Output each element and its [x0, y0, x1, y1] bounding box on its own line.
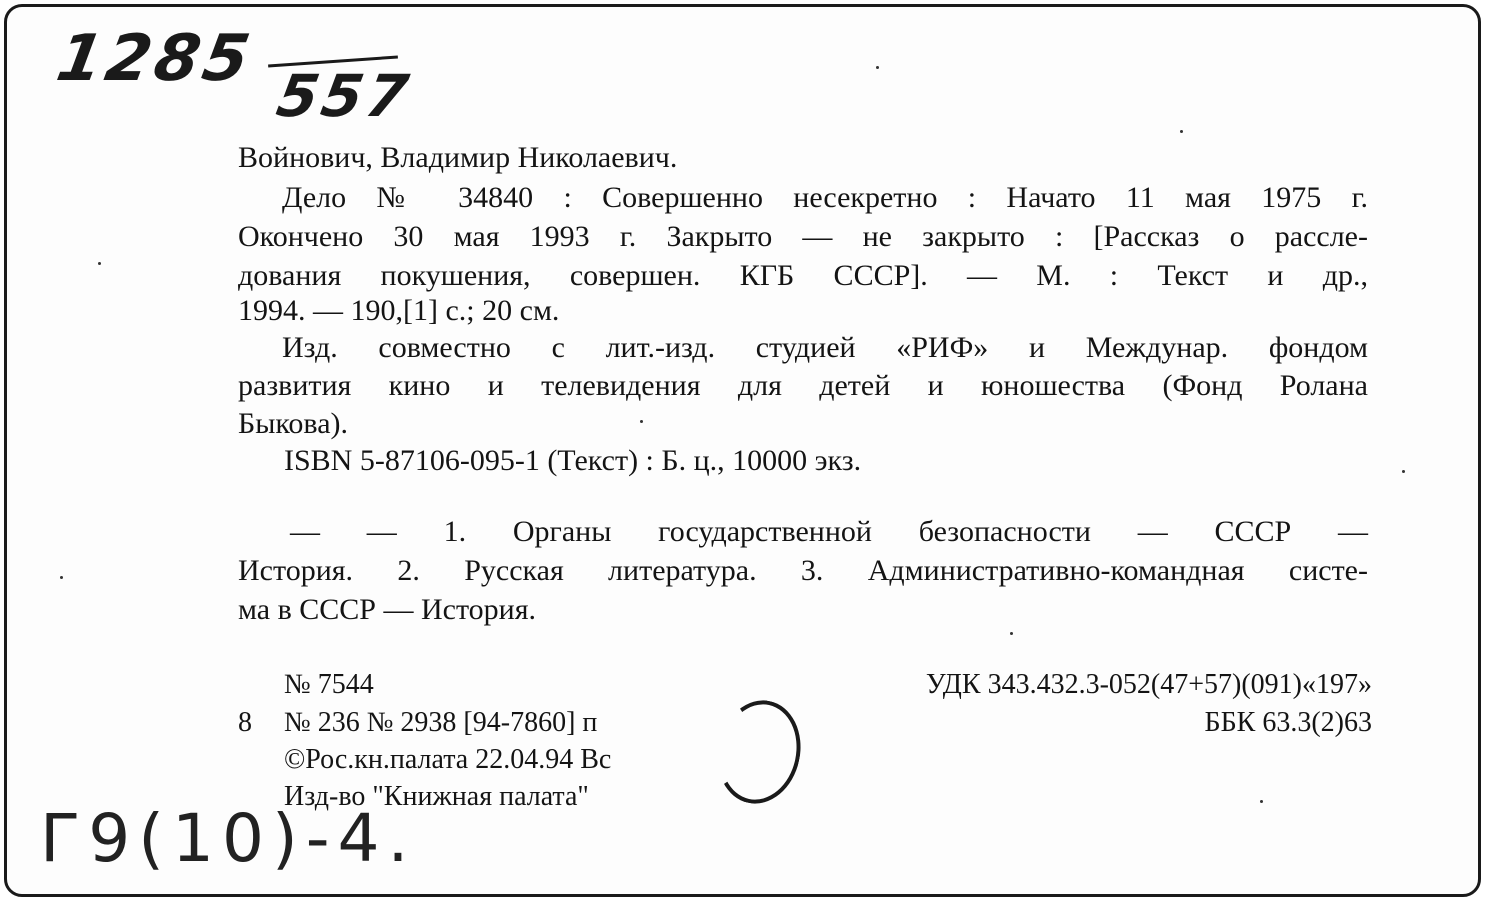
title-line-2: Окончено 30 мая 1993 г. Закрыто — не закрыто : [Рассказ о рассле- [238, 220, 1368, 253]
scan-speck [876, 66, 879, 69]
scan-speck [1402, 470, 1405, 473]
numbers-line: № 236 № 2938 [94-7860] п [284, 707, 598, 738]
scan-speck [1180, 130, 1183, 133]
accession-subnumber: 557 [272, 62, 418, 130]
scan-speck [60, 576, 63, 579]
subject-line-3: ма в СССР — История. [238, 593, 537, 626]
scan-speck [1010, 632, 1013, 635]
accession-number: 1285 [51, 22, 259, 96]
catalog-number: № 7544 [284, 669, 374, 700]
title-line-3: дования покушения, совершен. КГБ СССР]. — М. : Текст и др., [238, 259, 1368, 292]
scan-speck [98, 262, 101, 265]
isbn-line: ISBN 5-87106-095-1 (Текст) : Б. ц., 10000 экз. [284, 444, 862, 477]
scan-speck [640, 420, 643, 423]
book-chamber-line: ©Рос.кн.палата 22.04.94 Вс [284, 744, 612, 775]
scan-speck [1260, 800, 1263, 803]
note-line-2: развития кино и телевидения для детей и юношества (Фонд Ролана [238, 369, 1368, 402]
author-heading: Войнович, Владимир Николаевич. [238, 141, 678, 174]
shelf-mark: Г9(10)-4. [40, 800, 417, 877]
udk-index: УДК 343.432.3-052(47+57)(091)«197» [925, 669, 1372, 700]
copies-count: 8 [238, 707, 252, 738]
title-line-1: Дело № 34840 : Совершенно несекретно : Начато 11 мая 1975 г. [282, 181, 1368, 214]
title-line-4: 1994. — 190,[1] с.; 20 см. [238, 294, 560, 327]
subject-line-1: — — 1. Органы государственной безопасности — СССР — [290, 515, 1368, 548]
note-line-3: Быкова). [238, 407, 349, 440]
bbk-index: ББК 63.3(2)63 [1204, 707, 1372, 738]
note-line-1: Изд. совместно с лит.-изд. студией «РИФ» и Междунар. фондом [282, 331, 1368, 364]
subject-line-2: История. 2. Русская литература. 3. Административно-командная систе- [238, 554, 1368, 587]
publisher-line: Изд-во "Книжная палата" [284, 781, 589, 812]
